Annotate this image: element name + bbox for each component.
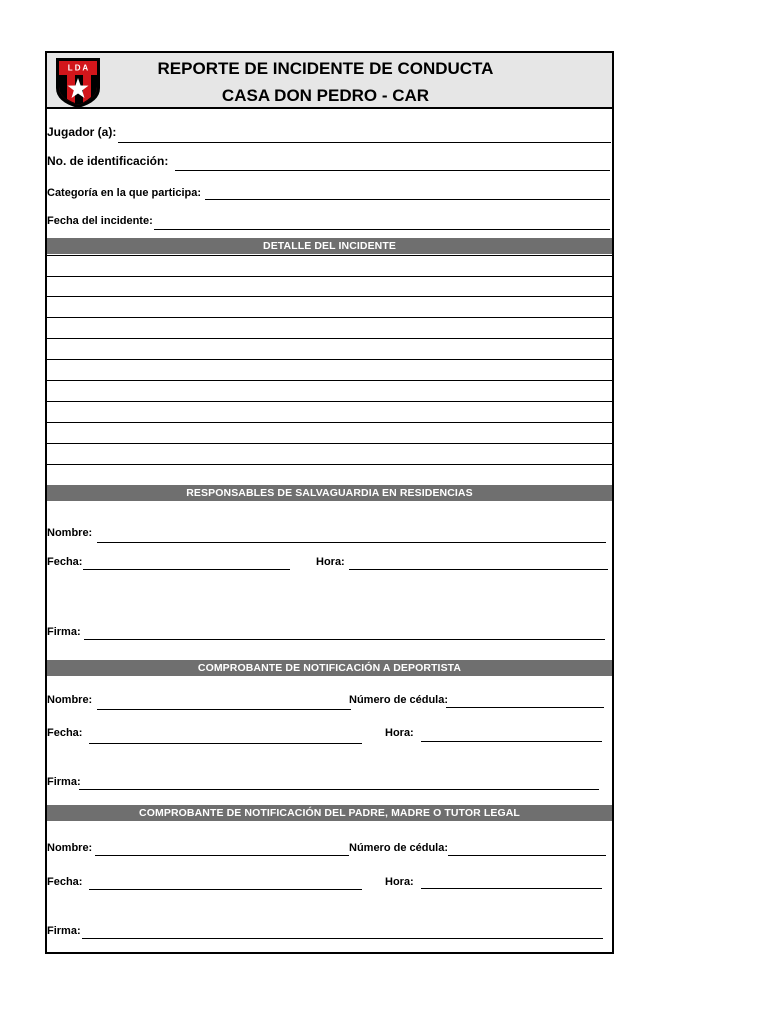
- detail-line[interactable]: [47, 380, 612, 381]
- residence-date-label: Fecha:: [47, 556, 83, 568]
- incident-detail-header: DETALLE DEL INCIDENTE: [47, 238, 612, 254]
- detail-line[interactable]: [47, 401, 612, 402]
- guardian-name-field[interactable]: [95, 855, 349, 856]
- athlete-id-label: Número de cédula:: [349, 694, 449, 706]
- guardian-time-label: Hora:: [385, 876, 414, 888]
- athlete-time-field[interactable]: [421, 741, 602, 742]
- residence-name-label: Nombre:: [47, 527, 93, 539]
- detail-line[interactable]: [47, 359, 612, 360]
- guardian-time-field[interactable]: [421, 888, 602, 889]
- athlete-id-field[interactable]: [446, 707, 604, 708]
- player-name-label: Jugador (a):: [47, 125, 117, 139]
- guardian-notification-header: COMPROBANTE DE NOTIFICACIÓN DEL PADRE, MADRE O TUTOR LEGAL: [47, 805, 612, 821]
- residence-section-header: RESPONSABLES DE SALVAGUARDIA EN RESIDENCIAS: [47, 485, 612, 501]
- guardian-id-field[interactable]: [448, 855, 606, 856]
- residence-date-field[interactable]: [83, 569, 290, 570]
- form-subtitle: CASA DON PEDRO - CAR: [221, 86, 430, 105]
- athlete-time-label: Hora:: [385, 727, 414, 739]
- athlete-signature-label: Firma:: [47, 776, 81, 788]
- detail-line[interactable]: [47, 422, 612, 423]
- residence-signature-field[interactable]: [84, 639, 605, 640]
- residence-signature-label: Firma:: [47, 626, 81, 638]
- guardian-signature-field[interactable]: [82, 938, 603, 939]
- athlete-date-label: Fecha:: [47, 727, 83, 739]
- player-name-field[interactable]: [118, 142, 611, 143]
- category-label: Categoría en la que participa:: [47, 187, 202, 199]
- form-header: [47, 53, 612, 109]
- detail-line[interactable]: [47, 276, 612, 277]
- detail-line[interactable]: [47, 296, 612, 297]
- athlete-name-label: Nombre:: [47, 694, 93, 706]
- report-form: [45, 51, 614, 954]
- residence-time-field[interactable]: [349, 569, 608, 570]
- incident-date-label: Fecha del incidente:: [47, 215, 153, 227]
- player-id-field[interactable]: [175, 170, 610, 171]
- detail-line[interactable]: [47, 317, 612, 318]
- svg-text:L D A: L D A: [67, 63, 89, 73]
- athlete-name-field[interactable]: [97, 709, 351, 710]
- athlete-notification-header: COMPROBANTE DE NOTIFICACIÓN A DEPORTISTA: [47, 660, 612, 676]
- detail-line[interactable]: [47, 443, 612, 444]
- category-field[interactable]: [205, 199, 610, 200]
- guardian-name-label: Nombre:: [47, 842, 93, 854]
- guardian-date-label: Fecha:: [47, 876, 83, 888]
- residence-name-field[interactable]: [97, 542, 606, 543]
- detail-line[interactable]: [47, 255, 612, 256]
- athlete-signature-field[interactable]: [79, 789, 599, 790]
- form-title: REPORTE DE INCIDENTE DE CONDUCTA: [157, 59, 494, 78]
- detail-line[interactable]: [47, 338, 612, 339]
- detail-line[interactable]: [47, 464, 612, 465]
- guardian-date-field[interactable]: [89, 889, 362, 890]
- incident-date-field[interactable]: [154, 229, 610, 230]
- guardian-signature-label: Firma:: [47, 925, 81, 937]
- guardian-id-label: Número de cédula:: [349, 842, 449, 854]
- athlete-date-field[interactable]: [89, 743, 362, 744]
- player-id-label: No. de identificación:: [47, 154, 169, 168]
- residence-time-label: Hora:: [316, 556, 345, 568]
